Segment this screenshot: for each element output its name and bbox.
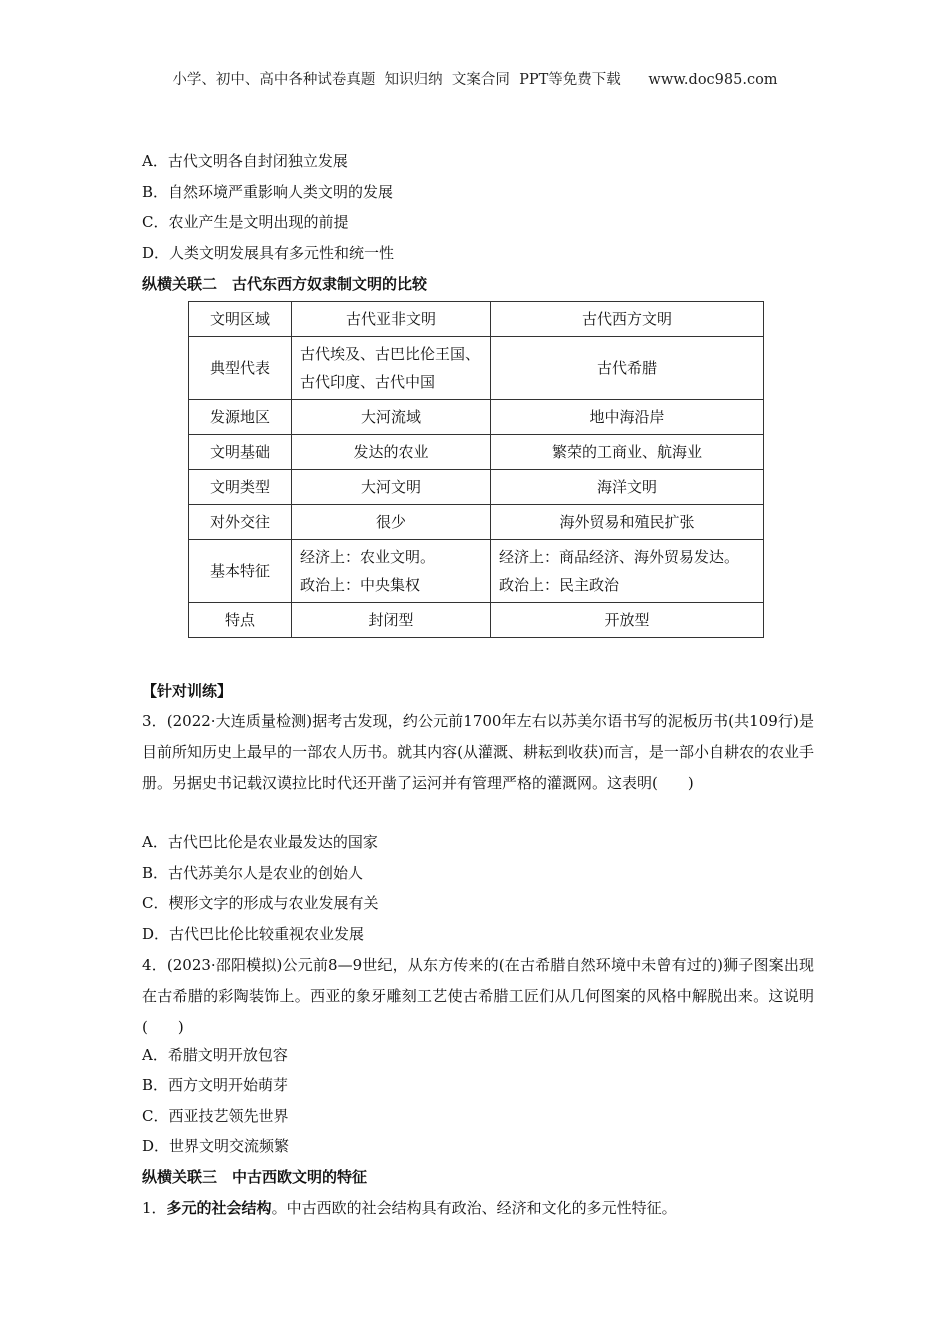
q4-option-d: D．世界文明交流频繁 <box>142 1137 290 1155</box>
west-cell <box>491 540 764 603</box>
q3-option-c: C．楔形文字的形成与农业发展有关 <box>142 894 379 912</box>
west-cell: 海洋文明 <box>491 470 764 505</box>
table-row <box>189 470 764 505</box>
west-politics: 政治上：民主政治 <box>499 576 620 594</box>
table-header-cell: 文明区域 <box>189 302 292 337</box>
table-row-features <box>189 540 764 603</box>
option-c: C．农业产生是文明出现的前提 <box>142 213 349 231</box>
west-cell: 地中海沿岸 <box>491 400 764 435</box>
east-politics: 政治上：中央集权 <box>300 576 421 594</box>
west-cell: 海外贸易和殖民扩张 <box>491 505 764 540</box>
east-cell <box>292 540 491 603</box>
east-cell: 大河文明 <box>292 470 491 505</box>
option-b: B．自然环境严重影响人类文明的发展 <box>142 183 394 201</box>
training-title: 【针对训练】 <box>142 682 233 700</box>
row-label: 发源地区 <box>189 400 292 435</box>
q4-body: )公元前8—9世纪，从东方传来的(在古希腊自然环境中未曾有过的)狮子图案出现在古希腊的彩陶装饰上。西亚的象牙雕刻工艺使古希腊工匠们从几何图案的风格中解脱出来。这说明( ) <box>142 956 814 1036</box>
west-cell: 繁荣的工商业、航海业 <box>491 435 764 470</box>
row-label: 文明类型 <box>189 470 292 505</box>
west-cell: 开放型 <box>491 603 764 638</box>
q3-body: )据考古发现，约公元前1700年左右以苏美尔语书写的泥板历书(共109行)是目前所知历史上最早的一部农人历书。就其内容(从灌溉、耕耘到收获)而言，是一部小自耕农的农业手册。另据史书记载汉谟拉比时代还开凿了运河并有管理严格的灌溉网。这表明( ) <box>142 712 814 792</box>
section3-item <box>142 1197 677 1219</box>
row-label: 对外交往 <box>189 505 292 540</box>
q3-option-d: D．古代巴比伦比较重视农业发展 <box>142 925 365 943</box>
page-header: 小学、初中、高中各种试卷真题 知识归纳 文案合同 PPT等免费下载 www.doc985.com <box>172 72 778 88</box>
q4-option-a: A．希腊文明开放包容 <box>142 1046 288 1064</box>
row-label: 基本特征 <box>189 540 292 603</box>
east-cell: 大河流域 <box>292 400 491 435</box>
q3-source: 大连质量检测 <box>215 712 307 730</box>
table-row <box>189 337 764 400</box>
table-header-cell: 古代西方文明 <box>491 302 764 337</box>
row-label: 文明基础 <box>189 435 292 470</box>
west-cell: 古代希腊 <box>491 337 764 400</box>
table-header-cell: 古代亚非文明 <box>292 302 491 337</box>
option-d: D．人类文明发展具有多元性和统一性 <box>142 244 395 262</box>
west-economy: 经济上：商品经济、海外贸易发达。 <box>499 548 740 566</box>
table-row <box>189 603 764 638</box>
east-cell: 封闭型 <box>292 603 491 638</box>
east-cell: 古代埃及、古巴比伦王国、古代印度、古代中国 <box>292 337 491 400</box>
section-title: 纵横关联三 中古西欧文明的特征 <box>142 1168 368 1186</box>
east-economy: 经济上：农业文明。 <box>300 548 436 566</box>
east-cell: 发达的农业 <box>292 435 491 470</box>
table-row <box>189 435 764 470</box>
q3-option-b: B．古代苏美尔人是农业的创始人 <box>142 864 364 882</box>
table-row <box>189 505 764 540</box>
section-title: 纵横关联二 古代东西方奴隶制文明的比较 <box>142 275 428 293</box>
comparison-table <box>188 301 764 638</box>
q4-prefix: 4．(2023·邵 <box>142 956 232 974</box>
east-cell: 很少 <box>292 505 491 540</box>
item-keyword: 多元的社会结构 <box>166 1199 272 1217</box>
question-4 <box>142 950 814 1043</box>
q4-option-b: B．西方文明开始萌芽 <box>142 1076 289 1094</box>
item-prefix: 1． <box>142 1199 167 1217</box>
row-label: 典型代表 <box>189 337 292 400</box>
q4-option-c: C．西亚技艺领先世界 <box>142 1107 289 1125</box>
item-body: 。中古西欧的社会结构具有政治、经济和文化的多元性特征。 <box>271 1199 677 1217</box>
q4-source: 阳模拟 <box>231 956 277 974</box>
question-3 <box>142 706 814 799</box>
q3-prefix: 3．(2022· <box>142 712 216 730</box>
table-header-row <box>189 302 764 337</box>
q3-option-a: A．古代巴比伦是农业最发达的国家 <box>142 833 378 851</box>
option-a: A．古代文明各自封闭独立发展 <box>142 152 348 170</box>
row-label: 特点 <box>189 603 292 638</box>
table-row <box>189 400 764 435</box>
